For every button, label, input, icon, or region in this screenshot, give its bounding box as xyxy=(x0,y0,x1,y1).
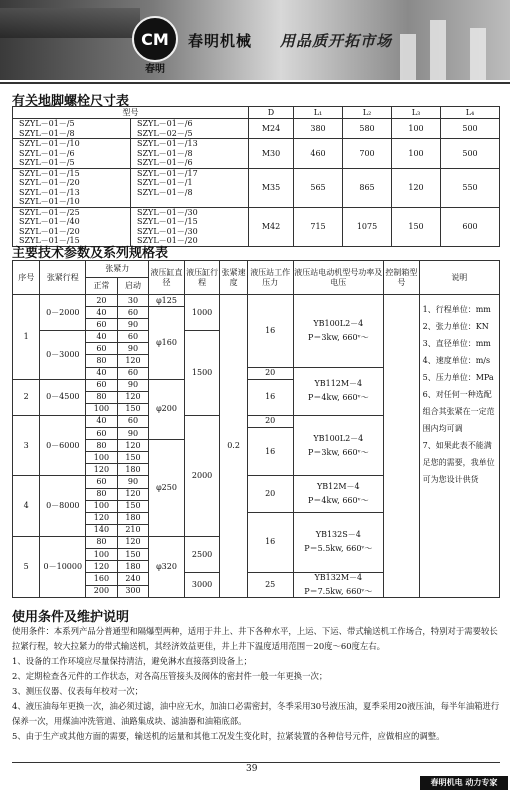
bolt-value-l4: 500 xyxy=(441,119,500,139)
force-start-cell: 150 xyxy=(117,452,149,464)
stroke-cell: 0－10000 xyxy=(40,536,86,597)
force-start-cell: 240 xyxy=(117,573,149,586)
cyl-stroke-cell: 1500 xyxy=(184,331,220,416)
control-box-cell xyxy=(384,295,420,598)
header-stroke: 张紧行程 xyxy=(40,261,86,295)
bolt-value-d: M24 xyxy=(249,119,294,139)
bolt-value-d: M35 xyxy=(249,168,294,207)
header-box: 控制箱型号 xyxy=(384,261,420,295)
force-start-cell: 60 xyxy=(117,307,149,319)
force-start-cell: 300 xyxy=(117,585,149,598)
pressure-cell: 16 xyxy=(247,428,293,476)
bolt-row xyxy=(13,168,500,178)
force-normal-cell: 60 xyxy=(86,319,118,331)
model-cell: SZYL－01－/10 xyxy=(13,139,131,149)
force-start-cell: 90 xyxy=(117,343,149,355)
force-normal-cell: 80 xyxy=(86,440,118,452)
note-item: 6、对任何一种选配组合其张紧在一定范围内均可调 xyxy=(422,390,495,433)
header-normal: 正常 xyxy=(86,278,118,295)
motor-power: P＝3kw, 660ᵛ～ xyxy=(308,332,369,342)
conditions-paragraph: 使用条件：本系列产品分普通型和隔爆型两种，适用于井上、井下各种水平，上运、下运、带式输送机工作场合，特别对于需要较长拉紧行程，较大拉紧力的带式输送机，其经济效益更佳，井上井下温度适用范围－20度～60度左右。 xyxy=(12,626,498,651)
model-cell: SZYL－01－/20 xyxy=(131,236,249,246)
bolt-value-l1: 715 xyxy=(294,207,343,246)
stroke-cell: 0－6000 xyxy=(40,415,86,475)
force-normal-cell: 120 xyxy=(86,464,118,476)
note-item: 7、如果此表不能满足您的需要，我单位可为您设计供货 xyxy=(422,441,495,484)
spec-row xyxy=(13,295,500,307)
header-notes: 说明 xyxy=(419,261,499,295)
motor-cell xyxy=(293,415,383,475)
force-start-cell: 120 xyxy=(117,536,149,548)
force-start-cell: 120 xyxy=(117,355,149,367)
force-normal-cell: 100 xyxy=(86,452,118,464)
brand-name: 春明机械 xyxy=(188,32,253,50)
bore-cell: φ160 xyxy=(149,307,185,380)
stroke-cell: 0－8000 xyxy=(40,476,86,536)
motor-cell xyxy=(293,573,383,598)
stroke-cell: 0－3000 xyxy=(40,331,86,379)
model-cell: SZYL－01－/6 xyxy=(131,119,249,129)
model-cell: SZYL－01－/5 xyxy=(13,119,131,129)
force-start-cell: 120 xyxy=(117,391,149,403)
model-cell: SZYL－01－/40 xyxy=(13,217,131,227)
footer-brand: 春明机电 动力专家 xyxy=(420,776,508,790)
spec-table xyxy=(12,260,500,598)
model-cell: SZYL－01－/13 xyxy=(13,188,131,198)
force-start-cell: 120 xyxy=(117,440,149,452)
header-speed: 张紧速度 xyxy=(220,261,247,295)
model-cell: SZYL－01－/15 xyxy=(131,217,249,227)
header-l2: L₂ xyxy=(343,107,392,119)
page-number: 39 xyxy=(246,764,258,774)
note-item: 1、行程单位：mm xyxy=(422,305,491,314)
seq-cell: 5 xyxy=(13,536,40,597)
force-normal-cell: 40 xyxy=(86,331,118,343)
cyl-stroke-cell: 3000 xyxy=(184,573,220,598)
model-cell: SZYL－01－/20 xyxy=(13,178,131,188)
model-cell: SZYL－01－/6 xyxy=(131,158,249,168)
note-item: 5、压力单位：MPa xyxy=(422,373,494,382)
pressure-cell: 25 xyxy=(247,573,293,598)
model-cell: SZYL－01－/20 xyxy=(13,227,131,237)
cooling-tower-image xyxy=(430,20,446,80)
seq-cell: 1 xyxy=(13,295,40,380)
seq-cell: 4 xyxy=(13,476,40,536)
force-normal-cell: 80 xyxy=(86,536,118,548)
pressure-cell: 16 xyxy=(247,512,293,572)
pressure-cell: 16 xyxy=(247,379,293,415)
conditions-text xyxy=(12,624,502,744)
force-normal-cell: 40 xyxy=(86,307,118,319)
force-start-cell: 150 xyxy=(117,403,149,415)
bolt-value-l4: 550 xyxy=(441,168,500,207)
cyl-stroke-cell: 2000 xyxy=(184,415,220,536)
model-cell: SZYL－01－/30 xyxy=(131,227,249,237)
force-start-cell: 120 xyxy=(117,488,149,500)
header-d: D xyxy=(249,107,294,119)
bolt-value-l3: 120 xyxy=(392,168,441,207)
force-start-cell: 90 xyxy=(117,379,149,391)
force-start-cell: 30 xyxy=(117,295,149,307)
bolt-value-l1: 380 xyxy=(294,119,343,139)
conditions-title: 使用条件及维护说明 xyxy=(12,610,130,625)
bolt-value-l3: 100 xyxy=(392,119,441,139)
header-motor: 液压站电动机型号功率及电压 xyxy=(293,261,383,295)
seq-cell: 3 xyxy=(13,415,40,475)
pressure-cell: 16 xyxy=(247,295,293,368)
force-normal-cell: 100 xyxy=(86,548,118,560)
bolt-value-l4: 600 xyxy=(441,207,500,246)
header-banner xyxy=(0,0,510,80)
pressure-cell: 20 xyxy=(247,476,293,512)
bolt-section-title: 有关地脚螺栓尺寸表 xyxy=(12,94,130,109)
bolt-value-l3: 100 xyxy=(392,139,441,169)
pressure-cell: 20 xyxy=(247,367,293,379)
motor-model: YB100L2－4 xyxy=(313,433,364,443)
motor-power: P＝4kw, 660ᵛ～ xyxy=(308,393,369,403)
company-logo xyxy=(132,16,178,62)
force-start-cell: 60 xyxy=(117,331,149,343)
force-normal-cell: 80 xyxy=(86,355,118,367)
header-bore: 液压缸直径 xyxy=(149,261,185,295)
model-cell: SZYL－02－/5 xyxy=(131,129,249,139)
model-cell: SZYL－01－/15 xyxy=(13,168,131,178)
bolt-value-l2: 865 xyxy=(343,168,392,207)
force-normal-cell: 80 xyxy=(86,391,118,403)
model-cell: SZYL－01－/8 xyxy=(131,149,249,159)
model-cell: SZYL－01－/13 xyxy=(131,139,249,149)
force-normal-cell: 80 xyxy=(86,488,118,500)
motor-model: YB100L2－4 xyxy=(313,318,364,328)
motor-model: YB12M－4 xyxy=(316,482,360,492)
model-cell: SZYL－01－/25 xyxy=(13,207,131,217)
header-start: 启动 xyxy=(117,278,149,295)
bore-cell: φ250 xyxy=(149,440,185,537)
header-pressure: 液压站工作压力 xyxy=(247,261,293,295)
motor-cell xyxy=(293,295,383,368)
force-normal-cell: 120 xyxy=(86,561,118,573)
conditions-paragraph: 1、设备的工作环境应尽量保持清洁，避免淋水直接落到设备上； xyxy=(12,656,252,666)
header-model: 型号 xyxy=(13,107,249,119)
conditions-paragraph: 4、液压油每年更换一次，油必须过滤，油中应无水，加油口必需密封，冬季采用30号液压油，夏季采用20液压油，每半年油箱进行保养一次，用煤油冲洗管道、油路集成块、滤油器和油箱底部。 xyxy=(12,701,500,726)
force-normal-cell: 60 xyxy=(86,428,118,440)
bore-cell: φ200 xyxy=(149,379,185,439)
header-l1: L₁ xyxy=(294,107,343,119)
bolt-row xyxy=(13,139,500,149)
force-start-cell: 210 xyxy=(117,524,149,536)
force-normal-cell: 60 xyxy=(86,476,118,488)
force-normal-cell: 140 xyxy=(86,524,118,536)
motor-model: YB132M－4 xyxy=(314,573,363,583)
force-normal-cell: 160 xyxy=(86,573,118,586)
motor-cell xyxy=(293,367,383,415)
bolt-value-l2: 1075 xyxy=(343,207,392,246)
note-item: 4、速度单位：m/s xyxy=(422,356,491,365)
motor-model: YB132S－4 xyxy=(315,530,361,540)
model-cell: SZYL－01－/30 xyxy=(131,207,249,217)
force-start-cell: 90 xyxy=(117,428,149,440)
note-item: 2、张力单位：KN xyxy=(422,322,489,331)
conditions-paragraph: 5、由于生产或其他方面的需要，输送机的运量和其他工况发生变化时，拉紧装置的各种信号元件，应做相应的调整。 xyxy=(12,731,445,741)
force-start-cell: 150 xyxy=(117,500,149,512)
motor-power: P＝3kw, 660ᵛ～ xyxy=(308,447,369,457)
force-normal-cell: 120 xyxy=(86,512,118,524)
force-normal-cell: 40 xyxy=(86,367,118,379)
city-skyline-image xyxy=(0,8,140,38)
motor-power: P＝5.5kw, 660ᵛ～ xyxy=(304,544,373,554)
force-normal-cell: 200 xyxy=(86,585,118,598)
model-cell: SZYL－01－/8 xyxy=(13,129,131,139)
force-normal-cell: 60 xyxy=(86,379,118,391)
slogan: 用品质开拓市场 xyxy=(280,32,393,50)
force-normal-cell: 100 xyxy=(86,500,118,512)
bolt-size-table xyxy=(12,106,500,247)
cooling-tower-image xyxy=(470,28,486,80)
force-normal-cell: 60 xyxy=(86,343,118,355)
stroke-cell: 0－2000 xyxy=(40,295,86,331)
motor-cell xyxy=(293,512,383,572)
seq-cell: 2 xyxy=(13,379,40,415)
model-cell: SZYL－01－/10 xyxy=(13,197,131,207)
logo-text: CM xyxy=(141,30,169,49)
header-l4: L₄ xyxy=(441,107,500,119)
header-l3: L₃ xyxy=(392,107,441,119)
model-cell: SZYL－01－/6 xyxy=(13,149,131,159)
header-force: 张紧力 xyxy=(86,261,149,278)
cooling-tower-image xyxy=(400,34,416,80)
force-start-cell: 180 xyxy=(117,512,149,524)
force-start-cell: 180 xyxy=(117,561,149,573)
logo-label: 春明 xyxy=(145,64,165,75)
stroke-cell: 0－4500 xyxy=(40,379,86,415)
motor-cell xyxy=(293,476,383,512)
bolt-row xyxy=(13,119,500,129)
bolt-value-l3: 150 xyxy=(392,207,441,246)
bolt-value-l4: 500 xyxy=(441,139,500,169)
force-start-cell: 60 xyxy=(117,415,149,427)
force-normal-cell: 40 xyxy=(86,415,118,427)
footer-divider xyxy=(12,762,500,763)
conditions-paragraph: 2、定期检查各元件的工作状态，对各高压管接头及阀体的密封件一般一年更换一次； xyxy=(12,671,328,681)
model-cell: SZYL－01－/5 xyxy=(13,158,131,168)
spec-section-title: 主要技术参数及系列规格表 xyxy=(12,246,169,261)
force-start-cell: 180 xyxy=(117,464,149,476)
bolt-value-l1: 460 xyxy=(294,139,343,169)
bolt-row xyxy=(13,207,500,217)
speed-cell: 0.2 xyxy=(220,295,247,598)
bore-cell: φ125 xyxy=(149,295,185,307)
model-cell: SZYL－01－/8 xyxy=(131,188,249,198)
motor-power: P＝7.5kw, 660ᵛ～ xyxy=(304,587,373,597)
bolt-value-l2: 700 xyxy=(343,139,392,169)
bolt-value-l2: 580 xyxy=(343,119,392,139)
cyl-stroke-cell: 1000 xyxy=(184,295,220,331)
bolt-value-d: M30 xyxy=(249,139,294,169)
force-start-cell: 90 xyxy=(117,476,149,488)
header-cyl-stroke: 液压缸行程 xyxy=(184,261,220,295)
conditions-paragraph: 3、测压仪器、仪表每年校对一次； xyxy=(12,686,143,696)
header-divider xyxy=(0,82,510,84)
cyl-stroke-cell: 2500 xyxy=(184,536,220,572)
bolt-value-l1: 565 xyxy=(294,168,343,207)
bolt-value-d: M42 xyxy=(249,207,294,246)
model-cell: SZYL－01－/15 xyxy=(13,236,131,246)
model-cell xyxy=(131,197,249,207)
model-cell: SZYL－01－/17 xyxy=(131,168,249,178)
bore-cell: φ320 xyxy=(149,536,185,597)
motor-model: YB112M－4 xyxy=(314,379,363,389)
header-seq: 序号 xyxy=(13,261,40,295)
motor-power: P＝4kw, 660ᵛ～ xyxy=(308,496,369,506)
pressure-cell: 20 xyxy=(247,415,293,427)
force-normal-cell: 20 xyxy=(86,295,118,307)
force-start-cell: 150 xyxy=(117,548,149,560)
force-normal-cell: 100 xyxy=(86,403,118,415)
notes-cell xyxy=(419,295,499,598)
model-cell: SZYL－01－/1 xyxy=(131,178,249,188)
force-start-cell: 90 xyxy=(117,319,149,331)
note-item: 3、直径单位：mm xyxy=(422,339,491,348)
force-start-cell: 60 xyxy=(117,367,149,379)
